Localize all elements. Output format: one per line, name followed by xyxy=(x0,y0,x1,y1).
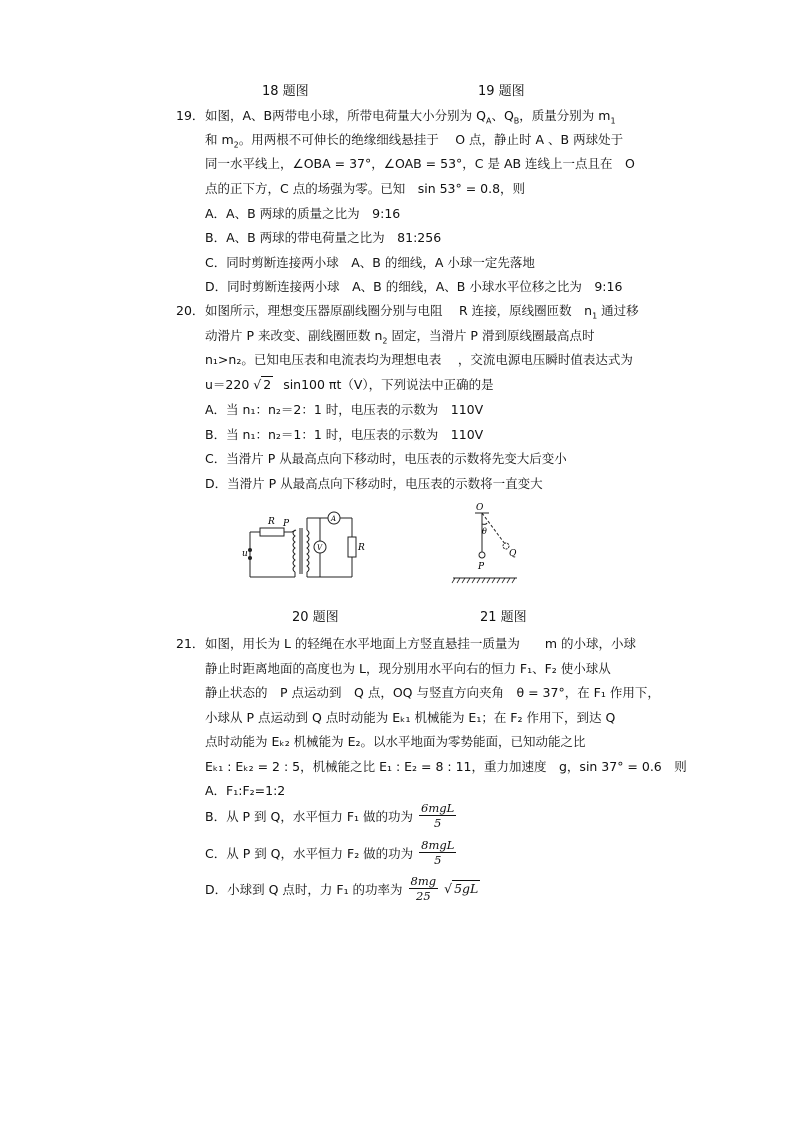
q21-line4: 小球从 P 点运动到 Q 点时动能为 Eₖ₁ 机械能为 E₁；在 F₂ 作用下，到达 Q xyxy=(205,710,616,725)
caption-fig19: 19 题图 xyxy=(478,84,525,99)
sqrt-symbol: √ 2 xyxy=(253,377,272,392)
q21-line1: 如图，用长为 L 的轻绳在水平地面上方竖直悬挂一质量为 m 的小球，小球 xyxy=(205,636,637,651)
q21-number: 21． xyxy=(176,636,205,651)
q19-line2: 和 $m_2$。用两根不可伸长的绝缘细线悬挂于 O 点，静止时 A 、B 两球处于 xyxy=(205,132,624,150)
q20-line1: 如图所示，理想变压器原副线圈分别与电阻 R 连接，原线圈匝数 $n_1$ 通过移 xyxy=(205,303,639,321)
q21-option-d: D．小球到 Q 点时，力 F₁ 的功率为 $\frac{8mg}{25}$ √ 5gL xyxy=(205,874,479,903)
fig20-label-p: P xyxy=(283,519,290,529)
fig20-secondary-coil xyxy=(307,530,309,572)
caption-fig18: 18 题图 xyxy=(262,84,309,99)
q20-option-d: D．当滑片 P 从最高点向下移动时，电压表的示数将一直变大 xyxy=(205,476,543,491)
fig21-angle-arc xyxy=(482,523,487,524)
q20-line2: 动滑片 P 来改变、副线圈匝数 $n_2$ 固定，当滑片 P 滑到原线圈最高点时 xyxy=(205,328,595,346)
q20-number: 20． xyxy=(176,303,205,318)
q19-line1: 如图，A、B两带电小球，所带电荷量大小分别为 $Q_A$、$Q_B$，质量分别为 $m_1$ xyxy=(205,108,616,126)
q21-option-c-fraction: $\frac{\text{8mgL}}{5}$ xyxy=(421,838,455,867)
fig20-label-r1: R xyxy=(268,517,275,527)
caption-fig20: 20 题图 xyxy=(292,610,339,625)
q21-option-c: C．从 P 到 Q，水平恒力 F₂ 做的功为 $\frac{\text{8mgL}}{5}$ xyxy=(205,838,455,867)
q19-option-c: C．同时剪断连接两小球 A、B 的细线，A 小球一定先落地 xyxy=(205,255,535,270)
fig20-circuit-diagram xyxy=(240,502,365,582)
fig21-label-theta: θ xyxy=(482,527,487,536)
fig21-label-q: Q xyxy=(509,549,517,559)
q19-option-b: B．A、B 两球的带电荷量之比为 81:256 xyxy=(205,230,442,245)
fig21-label-o: O xyxy=(476,503,484,513)
q20-option-b: B．当 n₁：n₂＝1：1 时，电压表的示数为 110V xyxy=(205,427,484,442)
fig20-resistor-r1 xyxy=(260,528,284,536)
q20-line3: n₁>n₂。已知电压表和电流表均为理想电表 ，交流电源电压瞬时值表达式为 xyxy=(205,352,633,367)
fig20-label-a: A xyxy=(331,515,337,523)
q21-option-b: B．从 P 到 Q，水平恒力 F₁ 做的功为 $\frac{\text{6mgL}}{5}$ xyxy=(205,801,455,830)
q21-line2: 静止时距离地面的高度也为 L，现分别用水平向右的恒力 F₁、F₂ 使小球从 xyxy=(205,661,611,676)
fig21-pendulum-diagram xyxy=(445,500,525,590)
q21-option-b-fraction: $\frac{\text{6mgL}}{5}$ xyxy=(421,801,455,830)
q21-option-d-sqrt: √ 5gL xyxy=(444,881,479,896)
q19-option-a: A．A、B 两球的质量之比为 9:16 xyxy=(205,206,401,221)
q21-option-d-fraction: $\frac{8mg}{25}$ xyxy=(410,874,437,903)
q20-option-c: C．当滑片 P 从最高点向下移动时，电压表的示数将先变大后变小 xyxy=(205,451,567,466)
q19-number: 19． xyxy=(176,108,205,123)
q21-line3: 静止状态的 P 点运动到 Q 点，OQ 与竖直方向夹角 θ = 37°，在 F₁ 作用下， xyxy=(205,685,660,700)
q19-line3: 同一水平线上，∠OBA = 37°，∠OAB = 53°，C 是 AB 连线上一点且在 O xyxy=(205,156,635,171)
caption-fig21: 21 题图 xyxy=(480,610,527,625)
fig20-primary-coil xyxy=(293,530,295,572)
q19-line4: 点的正下方，C 点的场强为零。已知 sin 53° = 0.8，则 xyxy=(205,181,526,196)
fig20-label-r2: R xyxy=(358,543,365,553)
fig20-label-u: u xyxy=(242,549,248,559)
fig21-label-p: P xyxy=(478,562,485,572)
q21-line6: Eₖ₁ : Eₖ₂ = 2 : 5，机械能之比 E₁ : E₂ = 8 : 11，重力加速度 g，sin 37° = 0.6 则 xyxy=(205,759,687,774)
q20-option-a: A．当 n₁：n₂＝2：1 时，电压表的示数为 110V xyxy=(205,402,484,417)
fig20-label-v: V xyxy=(317,544,323,552)
fig21-ball-p xyxy=(479,552,485,558)
q20-line4: u＝220 √ 2 sin100 πt（V），下列说法中正确的是 xyxy=(205,377,494,392)
q21-line5: 点时动能为 Eₖ₂ 机械能为 E₂。以水平地面为零势能面，已知动能之比 xyxy=(205,734,586,749)
q21-option-a: A．F₁:F₂=1:2 xyxy=(205,783,286,798)
q19-option-d: D．同时剪断连接两小球 A、B 的细线，A、B 小球水平位移之比为 9:16 xyxy=(205,279,623,294)
fig20-resistor-r2 xyxy=(348,537,356,557)
fig21-ground-hatch xyxy=(452,578,515,583)
